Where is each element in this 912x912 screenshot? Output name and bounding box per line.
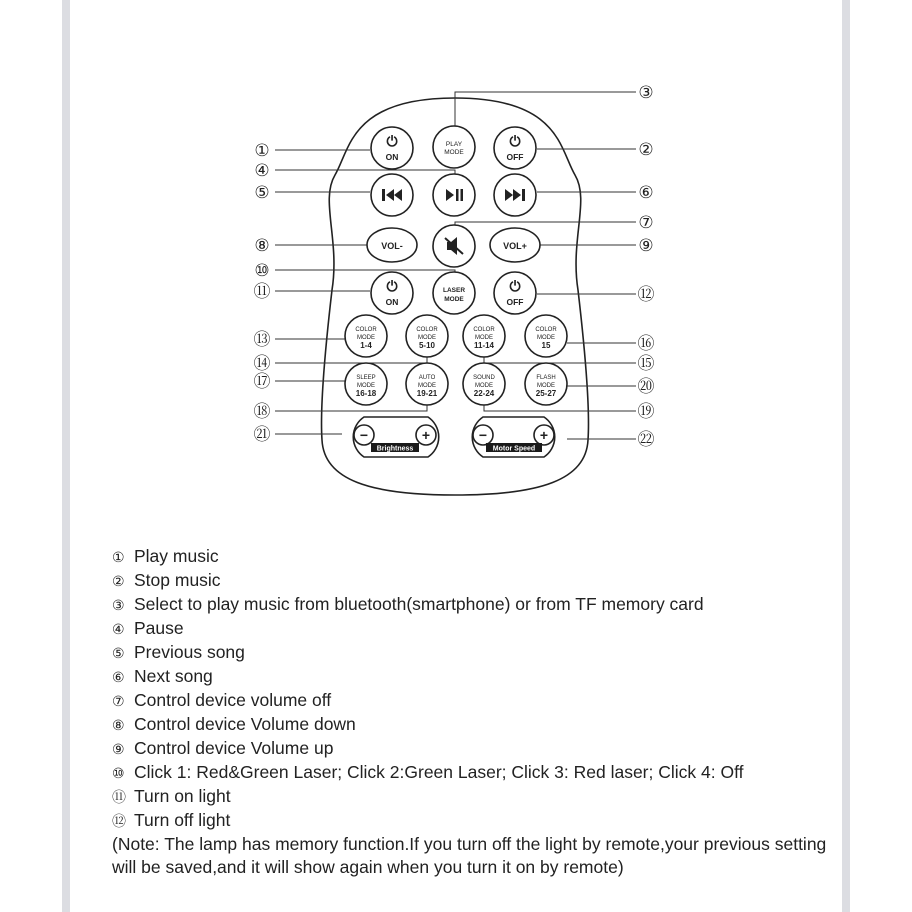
callout-number-15: ⑮ — [637, 354, 655, 373]
power-icon: ⏻ — [386, 278, 398, 294]
sleep-mode-button[interactable] — [345, 363, 387, 405]
color-mode-1-4-button[interactable] — [345, 315, 387, 357]
svg-text:MODE: MODE — [444, 149, 464, 156]
callout-number-17: ⑰ — [253, 372, 271, 391]
svg-text:19-21: 19-21 — [416, 389, 438, 398]
callout-number-7: ⑦ — [638, 213, 654, 232]
svg-text:1-4: 1-4 — [360, 341, 372, 350]
power-on-button[interactable] — [371, 127, 413, 169]
svg-text:SOUND: SOUND — [473, 375, 495, 381]
minus-icon: − — [359, 427, 369, 443]
svg-text:COLOR: COLOR — [416, 327, 438, 333]
motor-plus-button[interactable] — [534, 425, 554, 445]
volume-up-button[interactable] — [490, 228, 540, 262]
brightness-plus-button[interactable] — [416, 425, 436, 445]
svg-text:VOL+: VOL+ — [503, 241, 527, 251]
callout-number-2: ② — [638, 140, 654, 159]
legend-item: ⑨ Control device Volume up — [112, 738, 334, 758]
callout-number-12: ⑫ — [637, 285, 655, 304]
svg-text:MODE: MODE — [444, 296, 464, 303]
callout-number-3: ③ — [638, 83, 654, 102]
color-mode-15-button[interactable] — [525, 315, 567, 357]
mute-button[interactable] — [433, 225, 475, 267]
memory-note: (Note: The lamp has memory function.If you turn off the light by remote,your previous setting will be saved,and it will show again when you turn it on by remote) — [112, 834, 827, 877]
legend-item: ⑪ Turn on light — [112, 786, 231, 806]
callout-number-8: ⑧ — [254, 236, 270, 255]
callout-number-5: ⑤ — [254, 183, 270, 202]
previous-button[interactable] — [371, 174, 413, 216]
volume-down-button[interactable] — [367, 228, 417, 262]
flash-mode-button[interactable] — [525, 363, 567, 405]
power-icon: ⏻ — [509, 133, 521, 149]
motor-minus-button[interactable] — [473, 425, 493, 445]
svg-text:OFF: OFF — [506, 297, 524, 307]
legend-item: ⑫ Turn off light — [112, 810, 231, 830]
legend-item: ① Play music — [112, 546, 219, 566]
svg-text:COLOR: COLOR — [355, 327, 377, 333]
callout-number-22: ㉒ — [637, 430, 655, 449]
legend-item: ⑩ Click 1: Red&Green Laser; Click 2:Green Laser; Click 3: Red laser; Click 4: Off — [112, 762, 744, 782]
color-mode-11-14-button[interactable] — [463, 315, 505, 357]
svg-text:16-18: 16-18 — [355, 389, 377, 398]
callout-number-19: ⑲ — [637, 402, 655, 421]
svg-text:PLAY: PLAY — [445, 141, 463, 148]
legend-item: ⑦ Control device volume off — [112, 690, 332, 710]
svg-text:COLOR: COLOR — [535, 327, 557, 333]
light-on-button[interactable] — [371, 272, 413, 314]
power-icon: ⏻ — [386, 133, 398, 149]
callout-number-9: ⑨ — [638, 236, 654, 255]
svg-text:MODE: MODE — [537, 383, 555, 389]
legend-list — [112, 545, 832, 879]
svg-text:15: 15 — [541, 341, 551, 350]
callout-number-18: ⑱ — [253, 402, 271, 421]
sound-mode-button[interactable] — [463, 363, 505, 405]
legend-item: ④ Pause — [112, 618, 184, 638]
legend-item: ⑤ Previous song — [112, 642, 245, 662]
legend-item: ⑥ Next song — [112, 666, 213, 686]
svg-text:MODE: MODE — [475, 335, 493, 341]
svg-text:ON: ON — [385, 152, 399, 162]
callout-number-10: ⑩ — [254, 261, 270, 280]
legend-item: ② Stop music — [112, 570, 221, 590]
svg-text:MODE: MODE — [537, 335, 555, 341]
callout-number-14: ⑭ — [253, 354, 271, 373]
callout-number-21: ㉑ — [253, 425, 271, 444]
auto-mode-button[interactable] — [406, 363, 448, 405]
svg-text:MODE: MODE — [418, 335, 436, 341]
callout-number-16: ⑯ — [637, 334, 655, 353]
power-icon: ⏻ — [509, 278, 521, 294]
minus-icon: − — [478, 427, 488, 443]
legend-item: ⑧ Control device Volume down — [112, 714, 356, 734]
motor-speed-label: Motor Speed — [492, 445, 536, 453]
power-off-button[interactable] — [494, 127, 536, 169]
svg-text:SLEEP: SLEEP — [356, 375, 376, 381]
play-pause-button[interactable] — [433, 174, 475, 216]
svg-text:LASER: LASER — [442, 287, 466, 294]
plus-icon: + — [539, 427, 549, 443]
brightness-label: Brightness — [376, 445, 414, 453]
callout-number-13: ⑬ — [253, 330, 271, 349]
plus-icon: + — [421, 427, 431, 443]
callout-number-1: ① — [254, 141, 270, 160]
svg-text:22-24: 22-24 — [473, 389, 495, 398]
callout-number-4: ④ — [254, 161, 270, 180]
svg-text:MODE: MODE — [357, 335, 375, 341]
next-button[interactable] — [494, 174, 536, 216]
svg-text:AUTO: AUTO — [418, 375, 436, 381]
svg-text:MODE: MODE — [418, 383, 436, 389]
laser-mode-button[interactable] — [433, 272, 475, 314]
color-mode-5-10-button[interactable] — [406, 315, 448, 357]
light-off-button[interactable] — [494, 272, 536, 314]
svg-text:MODE: MODE — [357, 383, 375, 389]
callout-number-6: ⑥ — [638, 183, 654, 202]
svg-text:25-27: 25-27 — [535, 389, 557, 398]
play-mode-button[interactable] — [433, 126, 475, 168]
callout-number-20: ⑳ — [637, 377, 655, 396]
svg-text:MODE: MODE — [475, 383, 493, 389]
brightness-minus-button[interactable] — [354, 425, 374, 445]
callout-number-11: ⑪ — [253, 282, 271, 301]
svg-text:ON: ON — [385, 297, 399, 307]
svg-text:5-10: 5-10 — [418, 341, 436, 350]
svg-text:COLOR: COLOR — [473, 327, 495, 333]
svg-text:11-14: 11-14 — [473, 341, 495, 350]
svg-text:VOL-: VOL- — [381, 241, 403, 251]
svg-text:FLASH: FLASH — [536, 375, 556, 381]
svg-text:OFF: OFF — [506, 152, 524, 162]
legend-item: ③ Select to play music from bluetooth(smartphone) or from TF memory card — [112, 594, 704, 614]
